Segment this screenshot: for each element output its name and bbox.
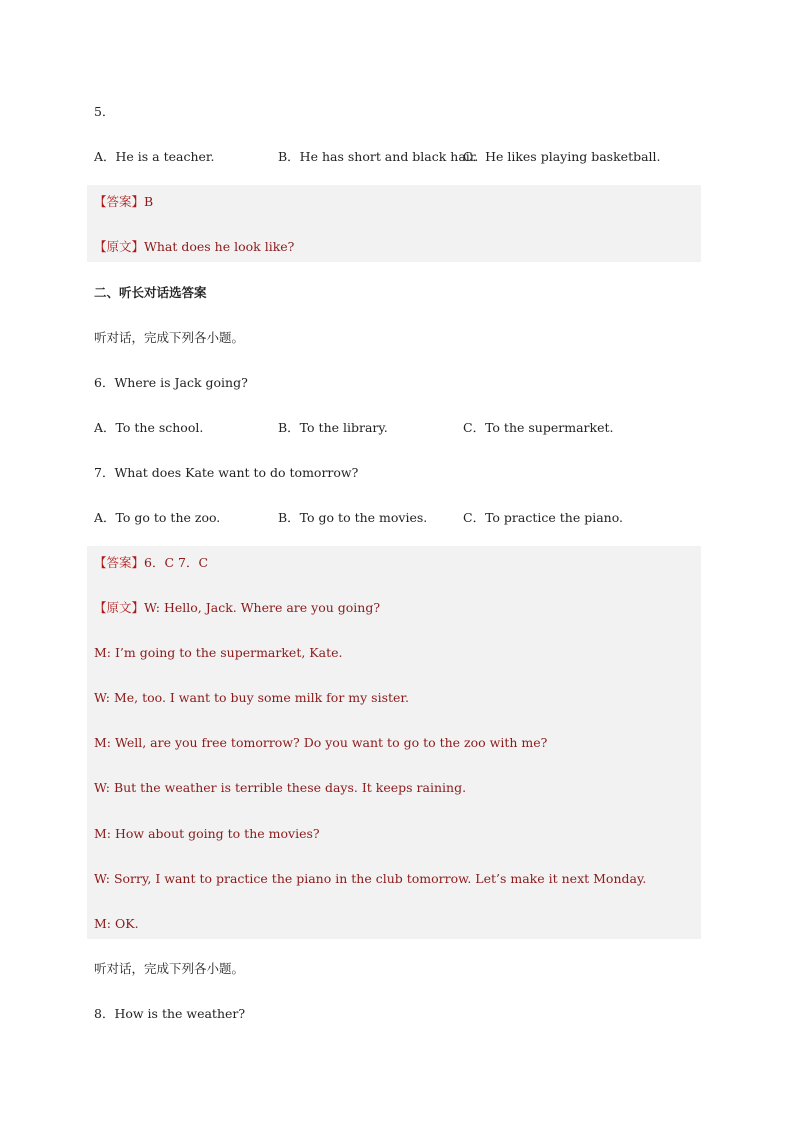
q5-option-c: C．He likes playing basketball.	[463, 149, 661, 164]
q8-question: 8．How is the weather?	[94, 1006, 246, 1021]
dialog-line: M: OK.	[94, 916, 139, 931]
dialog-line: W: Me, too. I want to buy some milk for my sister.	[94, 690, 409, 705]
q5-script-line	[94, 239, 294, 255]
q6-option-a: A．To the school.	[94, 420, 204, 435]
section2-heading: 二、听长对话选答案	[94, 285, 207, 300]
q6-question: 6．Where is Jack going?	[94, 375, 248, 390]
dialog-line: W: Hello, Jack. Where are you going?	[144, 600, 381, 615]
dialog1-answer: 6．C 7．C	[144, 555, 209, 570]
dialog-line: M: Well, are you free tomorrow? Do you want to go to the zoo with me?	[94, 735, 548, 750]
q5-number: 5．	[94, 104, 115, 119]
dialog-line: W: Sorry, I want to practice the piano in the club tomorrow. Let’s make it next Monday.	[94, 871, 647, 886]
q5-answer-line	[94, 194, 153, 210]
dialog-line: M: How about going to the movies?	[94, 826, 320, 841]
dialog-line: W: But the weather is terrible these days. It keeps raining.	[94, 780, 467, 795]
q6-option-c: C．To the supermarket.	[463, 420, 614, 435]
q7-question: 7．What does Kate want to do tomorrow?	[94, 465, 359, 480]
dialog-line: M: I’m going to the supermarket, Kate.	[94, 645, 343, 660]
q5-script: What does he look like?	[144, 239, 295, 254]
q7-option-a: A．To go to the zoo.	[94, 510, 221, 525]
answer-tag: 【答案】	[94, 555, 145, 570]
section2-instruction: 听对话，完成下列各小题。	[94, 330, 245, 345]
dialog1-answer-line	[94, 555, 208, 571]
script-tag: 【原文】	[94, 239, 145, 254]
q5-option-a: A．He is a teacher.	[94, 149, 215, 164]
q7-option-c: C．To practice the piano.	[463, 510, 623, 525]
q7-option-b: B．To go to the movies.	[278, 510, 428, 525]
q5-option-b: B．He has short and black hair.	[278, 149, 479, 164]
script-tag: 【原文】	[94, 600, 145, 615]
q6-option-b: B．To the library.	[278, 420, 388, 435]
section3-instruction: 听对话，完成下列各小题。	[94, 961, 245, 976]
answer-tag: 【答案】	[94, 194, 145, 209]
q5-answer: B	[144, 194, 154, 209]
dialog1-script-line	[94, 600, 380, 616]
